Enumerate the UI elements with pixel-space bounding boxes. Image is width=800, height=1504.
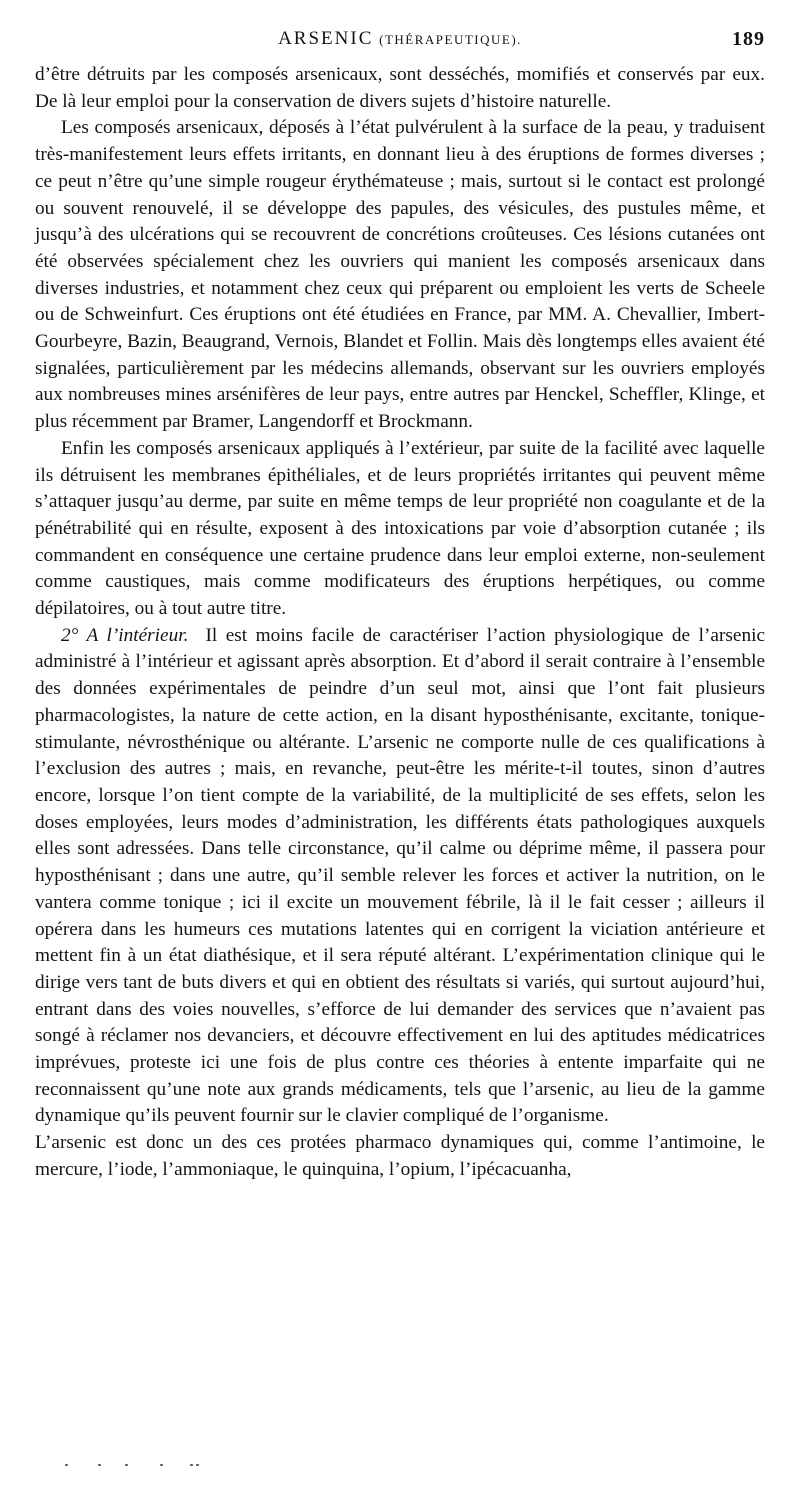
body-text: [35, 62, 765, 1184]
paragraph-external-use: Enfin les composés arsenicaux appliqués à l’extérieur, par suite de la facilité avec laquelle ils détruisent les membranes épithéliales, et de leurs propriétés irritantes qui peuvent même s’attaquer jusqu’au derme, par suite en même temps de leur propriété non coagulante et de la pénétrabilité qui en résulte, exposent à des intoxications par voie d’absorption cutanée ; ils commandent en conséquence une certaine prudence dans leur emploi externe, non-seulement comme caustiques, mais comme modificateurs des éruptions herpétiques, ou comme dépilatoires, ou à tout autre titre.: [35, 437, 765, 620]
running-title-subtitle: (THÉRAPEUTIQUE).: [379, 32, 522, 47]
paragraph-final: L’arsenic est donc un des ces protées pharmaco dynamiques qui, comme l’antimoine, le mercure, l’iode, l’ammoniaque, le quinquina, l’opium, l’ipécacuanha,: [35, 1132, 765, 1180]
print-specks: [65, 1460, 205, 1470]
page-number: 189: [732, 28, 765, 50]
section-text: Il est moins facile de caractériser l’action physiologique de l’arsenic administré à l’intérieur et agissant après absorption. Et d’abord il serait contraire à l’ensemble des données expérimentales de peindre d’un seul mot, ainsi que l’ont fait plusieurs pharmacologistes, la nature de cette action, en la disant hyposthénisante, excitante, tonique-stimulante, névrosthénique ou altérante. L’arsenic ne comporte nulle de ces qualifications à l’exclusion des autres ; mais, en revanche, peut-être les mérite-t-il toutes, sinon d’autres encore, lorsque l’on tient compte de la variabilité, de la multiplicité de ses effets, selon les doses employées, leurs modes d’administration, les différents états pathologiques auxquels elles sont adressées. Dans telle circonstance, qu’il calme ou déprime même, il passera pour hyposthénisant ; dans une autre, qu’il semble relever les forces et activer la nutrition, on le vantera comme tonique ; ici il excite un mouvement fébrile, là il le fait cesser ; ailleurs il opérera dans les humeurs ces mutations latentes qui en corrigent la viciation antérieure et mettent fin à un état diathésique, et il sera réputé altérant. L’expérimentation clinique qui le dirige vers tant de buts divers et qui en obtient des résultats si variés, qui surtout aujourd’hui, entrant dans des voies nouvelles, s’efforce de lui demander des services que n’avaient pas songé à réclamer nos devanciers, et découvre effectivement en lui des aptitudes médicatrices imprévues, proteste ici une fois de plus contre ces théories à entente imparfaite qui ne reconnaissent qu’une note aux grands médicaments, tels que l’arsenic, au lieu de la gamme dynamique qu’ils peuvent fournir sur le clavier compliqué de l’organisme.: [35, 624, 765, 1127]
running-title-main: ARSENIC: [278, 28, 374, 49]
paragraph-skin-effects: Les composés arsenicaux, déposés à l’état pulvérulent à la surface de la peau, y traduisent très-manifestement leurs effets irritants, en donnant lieu à des éruptions de formes diverses ; ce peut n’être qu’une simple rougeur érythémateuse ; mais, surtout si le contact est prolongé ou souvent renouvelé, il se développe des papules, des vésicules, des pustules même, et jusqu’à des ulcérations qui se recouvrent de concrétions croûteuses. Ces lésions cutanées ont été observées spécialement chez les ouvriers qui manient les composés arsenicaux dans diverses industries, et notamment chez ceux qui préparent ou emploient les verts de Scheele ou de Schweinfurt. Ces éruptions ont été étudiées en France, par MM. A. Chevallier, Imbert-Gourbeyre, Bazin, Beaugrand, Vernois, Blandet et Follin. Mais dès longtemps elles avaient été signalées, particulièrement par les médecins allemands, observant sur les ouvriers employés aux nombreuses mines arsénifères de leur pays, entre autres par Henckel, Scheffler, Klinge, et plus récemment par Bramer, Langendorff et Brockmann.: [35, 117, 765, 433]
running-header: [35, 28, 765, 58]
section-heading: 2° A l’intérieur.: [61, 624, 189, 646]
running-title: [35, 28, 765, 50]
paragraph-internal-use: [35, 623, 765, 1130]
paragraph-continued: d’être détruits par les composés arsenicaux, sont desséchés, momifiés et conservés par eux. De là leur emploi pour la conservation de divers sujets d’histoire naturelle.: [35, 64, 765, 112]
book-page: [35, 28, 765, 1184]
